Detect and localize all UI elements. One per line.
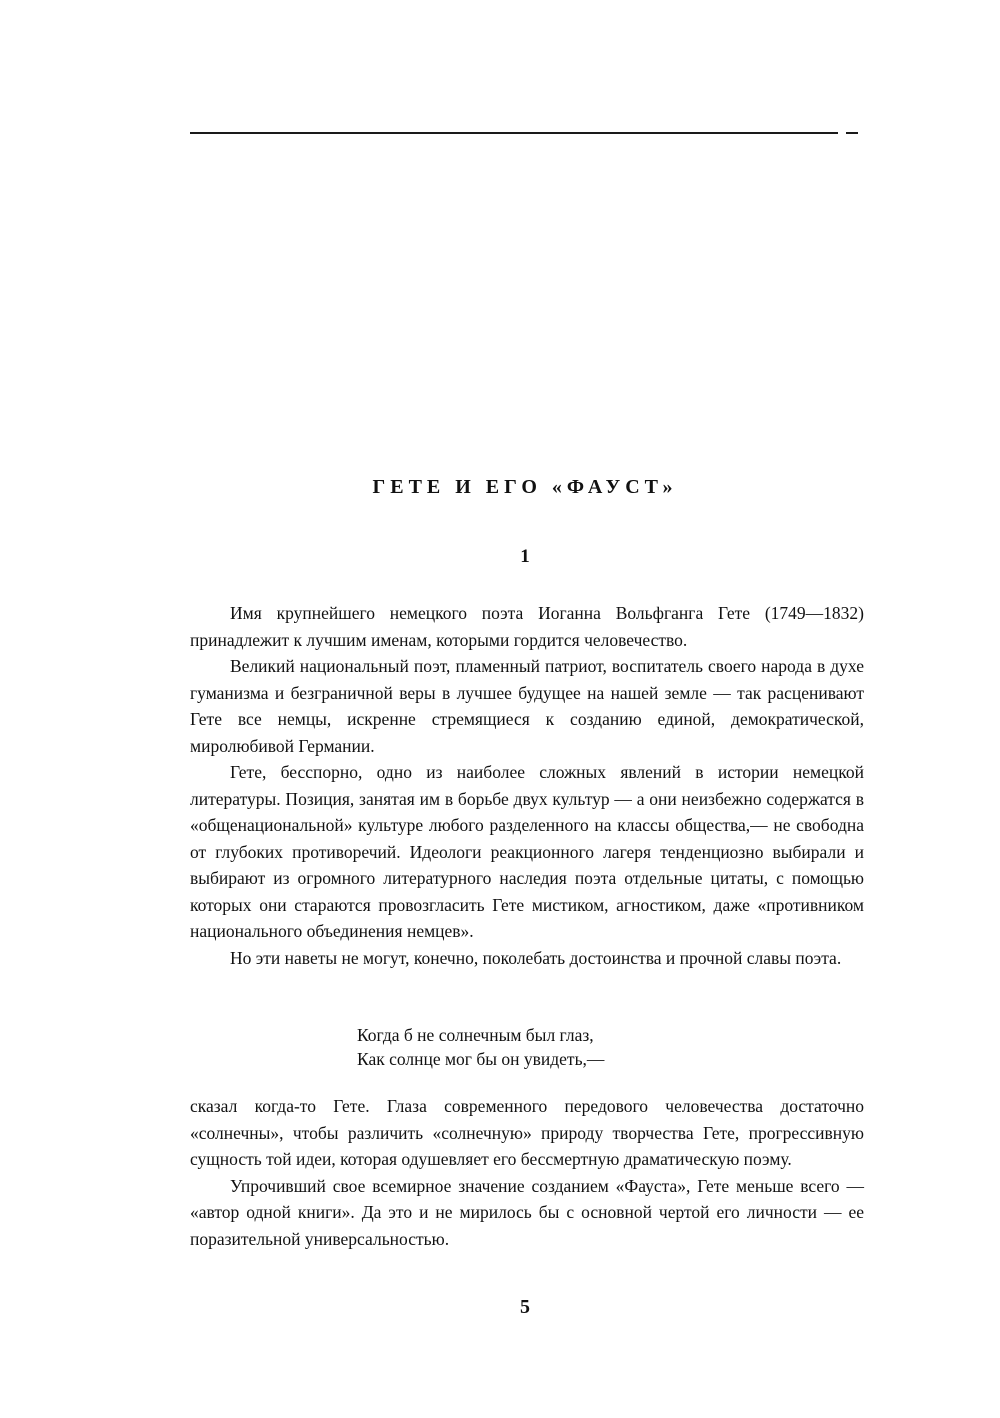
page-number: 5: [520, 1296, 530, 1318]
paragraph: сказал когда-то Гете. Глаза современного передового человечества достаточно «солнечны», чтобы различить «солнечную» природу творчества Гете, прогрессивную сущность той идеи, которая одушевляет его бессмертную драматическую поэму.: [190, 1096, 864, 1169]
poem-line: Как солнце мог бы он увидеть,—: [357, 1049, 605, 1069]
paragraph: Великий национальный поэт, пламенный патриот, воспитатель своего народа в духе гуманизма и безграничной веры в лучшее будущее на нашей земле — так расценивают Гете все немцы, искренне стремящиеся к созданию единой, демократической, миролюбивой Германии.: [190, 656, 864, 756]
top-rule: [190, 132, 838, 134]
chapter-title: ГЕТЕ И ЕГО «ФАУСТ»: [372, 476, 678, 498]
section-number: 1: [520, 546, 530, 567]
text-block-after-poem: [190, 1093, 864, 1252]
poem-quote: [357, 1023, 604, 1071]
top-rule-tail: [846, 132, 858, 134]
paragraph: Имя крупнейшего немецкого поэта Иоганна Вольфганга Гете (1749—1832) принадлежит к лучшим именам, которыми гордится человечество.: [190, 603, 864, 650]
paragraph: Упрочивший свое всемирное значение созданием «Фауста», Гете меньше всего — «автор одной книги». Да это и не мирилось бы с основной чертой его личности — ее поразительной универсальностью.: [190, 1175, 864, 1249]
text-block-before-poem: [190, 600, 864, 971]
poem-line: Когда б не солнечным был глаз,: [357, 1025, 594, 1045]
paragraph: Гете, бесспорно, одно из наиболее сложных явлений в истории немецкой литературы. Позиция, занятая им в борьбе двух культур — а они неизбежно содержатся в «общенациональной» культуре любого разделенного на классы общества,— не свободна от глубоких противоречий. Идеологи реакционного лагеря тенденциозно выбирали и выбирают из огромного литературного наследия поэта отдельные цитаты, с помощью которых они стараются провозгласить Гете мистиком, агностиком, даже «противником национального объединения немцев».: [190, 762, 864, 941]
paragraph: Но эти наветы не могут, конечно, поколебать достоинства и прочной славы поэта.: [230, 947, 842, 968]
